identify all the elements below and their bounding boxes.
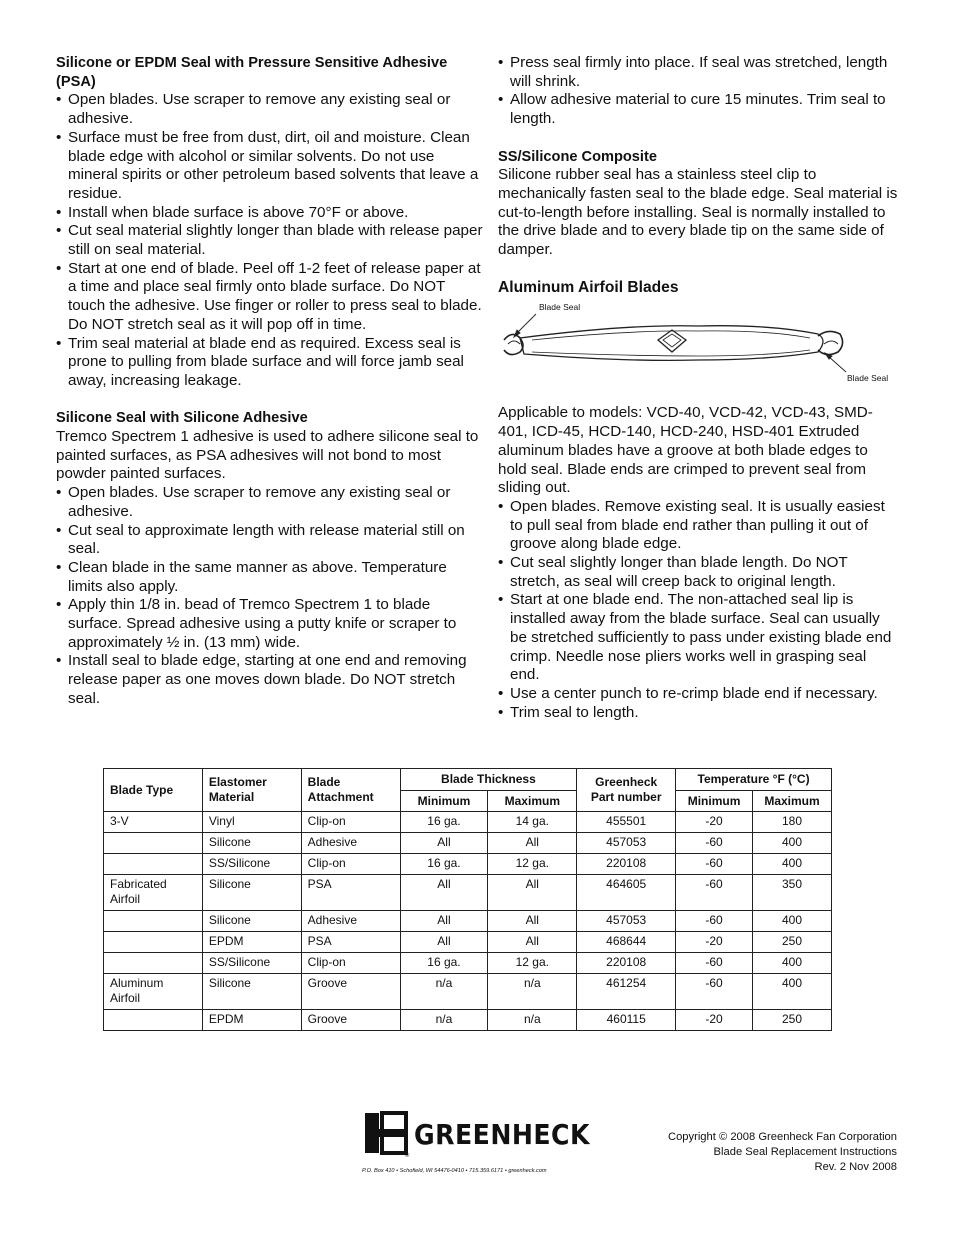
header-blade-thickness: Blade Thickness bbox=[400, 769, 577, 791]
header-thickness-min: Minimum bbox=[400, 791, 488, 812]
cell-elastomer: EPDM bbox=[202, 932, 301, 953]
list-item: • Open blades. Use scraper to remove any existing seal or adhesive. bbox=[56, 484, 484, 521]
table-row bbox=[104, 875, 832, 911]
cell-thickness-max: All bbox=[488, 911, 577, 932]
cell-blade-type bbox=[104, 833, 203, 854]
cell-thickness-max: All bbox=[488, 932, 577, 953]
table-row bbox=[104, 932, 832, 953]
footer-address: P.O. Box 410 • Schofield, WI 54476-0410 • 715.359.6171 • greenheck.com bbox=[362, 1168, 547, 1174]
cell-temp-max: 400 bbox=[753, 953, 832, 974]
ss-silicone-section-title: SS/Silicone Composite bbox=[498, 148, 657, 165]
blade-seal-table bbox=[103, 768, 832, 1031]
cell-thickness-max: All bbox=[488, 833, 577, 854]
cell-thickness-max: 14 ga. bbox=[488, 812, 577, 833]
cell-part-number: 461254 bbox=[577, 974, 676, 1010]
cell-elastomer: Silicone bbox=[202, 911, 301, 932]
cell-elastomer: Silicone bbox=[202, 833, 301, 854]
list-item: • Open blades. Remove existing seal. It is usually easiest to pull seal from blade end rather than pulling it out of groove along blade edge. bbox=[498, 498, 898, 554]
aluminum-airfoil-intro: Applicable to models: VCD-40, VCD-42, VCD-43, SMD-401, ICD-45, HCD-140, HCD-240, HSD-401 Extruded aluminum blades have a groove at both blade edges to hold seal. Blade ends are crimped to prevent seal from sliding out. bbox=[498, 404, 873, 497]
list-item: • Cut seal material slightly longer than blade with release paper still on seal material. bbox=[56, 222, 484, 259]
cell-temp-max: 250 bbox=[753, 1010, 832, 1031]
header-attachment: Blade Attachment bbox=[301, 769, 400, 812]
cell-elastomer: Silicone bbox=[202, 875, 301, 911]
cell-thickness-min: All bbox=[400, 833, 488, 854]
table-row bbox=[104, 911, 832, 932]
list-item: • Cut seal slightly longer than blade length. Do NOT stretch, as seal will creep back to original length. bbox=[498, 554, 898, 591]
list-item: • Start at one end of blade. Peel off 1-2 feet of release paper at a time and place seal firmly onto blade surface. Do NOT touch the adhesive. Use finger or roller to press seal to blade. Do NOT stretch seal as it will pop off in time. bbox=[56, 260, 484, 335]
footer-copyright-block bbox=[668, 1130, 897, 1175]
list-item: • Start at one blade end. The non-attached seal lip is installed away from the blade surface. Seal can usually be stretched sufficiently to pass under existing blade end crimp. Needle nose pliers works well in grasping seal end. bbox=[498, 591, 898, 685]
header-temperature: Temperature °F (°C) bbox=[676, 769, 832, 791]
cell-elastomer: SS/Silicone bbox=[202, 953, 301, 974]
list-item: • Install seal to blade edge, starting at one end and removing release paper as one moves down blade. Do NOT stretch seal. bbox=[56, 652, 484, 708]
document-title: Blade Seal Replacement Instructions bbox=[713, 1146, 897, 1158]
cell-part-number: 457053 bbox=[577, 833, 676, 854]
cell-temp-min: -20 bbox=[676, 1010, 753, 1031]
cell-thickness-min: 16 ga. bbox=[400, 953, 488, 974]
list-item: • Trim seal material at blade end as required. Excess seal is prone to pulling from blade surface and will force jamb seal away, increasing leakage. bbox=[56, 335, 484, 391]
cell-blade-type: Aluminum Airfoil bbox=[104, 974, 203, 1010]
list-item: • Apply thin 1/8 in. bead of Tremco Spectrem 1 to blade surface. Spread adhesive using a putty knife or scraper to approximately ½ in. (13 mm) wide. bbox=[56, 596, 484, 652]
list-item: • Surface must be free from dust, dirt, oil and moisture. Clean blade edge with alcohol or similar solvents. Do not use mineral spirits or other petroleum based solvents that leave a residue. bbox=[56, 129, 484, 204]
list-item: • Cut seal to approximate length with release material still on seal. bbox=[56, 522, 484, 559]
copyright-line: Copyright © 2008 Greenheck Fan Corporation bbox=[667, 1131, 897, 1143]
cell-temp-max: 400 bbox=[753, 974, 832, 1010]
header-elastomer: Elastomer Material bbox=[202, 769, 301, 812]
cell-part-number: 460115 bbox=[577, 1010, 676, 1031]
cell-blade-type bbox=[104, 911, 203, 932]
cell-temp-min: -20 bbox=[676, 812, 753, 833]
cell-blade-type bbox=[104, 953, 203, 974]
cell-thickness-max: 12 ga. bbox=[488, 953, 577, 974]
cell-temp-max: 400 bbox=[753, 911, 832, 932]
silicone-adhesive-intro: Tremco Spectrem 1 adhesive is used to adhere silicone seal to painted surfaces, as PSA adhesives will not bond to most powder painted surfaces. bbox=[56, 428, 479, 483]
aluminum-airfoil-section-title: Aluminum Airfoil Blades bbox=[498, 279, 679, 297]
cell-thickness-min: All bbox=[400, 911, 488, 932]
ss-silicone-body: Silicone rubber seal has a stainless steel clip to mechanically fasten seal to the blade edge. Seal material is cut-to-length before installing. Seal is normally installed to the drive blade and to every blade tip on the same side of damper. bbox=[498, 166, 898, 259]
header-temp-max: Maximum bbox=[753, 791, 832, 812]
cell-part-number: 457053 bbox=[577, 911, 676, 932]
cell-attachment: Adhesive bbox=[301, 833, 400, 854]
cell-temp-max: 180 bbox=[753, 812, 832, 833]
table-row bbox=[104, 1010, 832, 1031]
cell-blade-type bbox=[104, 854, 203, 875]
cell-part-number: 464605 bbox=[577, 875, 676, 911]
greenheck-logo bbox=[362, 1110, 592, 1180]
list-item: • Use a center punch to re-crimp blade end if necessary. bbox=[498, 685, 898, 704]
cell-temp-max: 400 bbox=[753, 833, 832, 854]
header-thickness-max: Maximum bbox=[488, 791, 577, 812]
cell-temp-min: -60 bbox=[676, 974, 753, 1010]
cell-attachment: Clip-on bbox=[301, 854, 400, 875]
cell-temp-max: 250 bbox=[753, 932, 832, 953]
cell-attachment: Clip-on bbox=[301, 953, 400, 974]
logo-wordmark: GREENHECK bbox=[414, 1118, 590, 1151]
greenheck-logo-mark bbox=[362, 1110, 422, 1158]
cell-temp-min: -60 bbox=[676, 854, 753, 875]
blade-seal-label-top: Blade Seal bbox=[539, 302, 581, 313]
airfoil-blade-diagram bbox=[498, 300, 898, 390]
header-blade-type: Blade Type bbox=[104, 769, 203, 812]
cell-temp-min: -20 bbox=[676, 932, 753, 953]
psa-steps-list bbox=[56, 91, 484, 390]
cell-blade-type: 3-V bbox=[104, 812, 203, 833]
cell-thickness-min: All bbox=[400, 875, 488, 911]
table-row bbox=[104, 854, 832, 875]
cell-elastomer: SS/Silicone bbox=[202, 854, 301, 875]
table-row bbox=[104, 812, 832, 833]
revision-line: Rev. 2 Nov 2008 bbox=[814, 1161, 897, 1173]
psa-steps-continued-list bbox=[498, 54, 898, 129]
cell-temp-min: -60 bbox=[676, 875, 753, 911]
cell-thickness-min: 16 ga. bbox=[400, 812, 488, 833]
list-item: • Press seal firmly into place. If seal was stretched, length will shrink. bbox=[498, 54, 898, 91]
table-row bbox=[104, 974, 832, 1010]
cell-thickness-max: 12 ga. bbox=[488, 854, 577, 875]
cell-temp-min: -60 bbox=[676, 953, 753, 974]
table-row bbox=[104, 833, 832, 854]
cell-blade-type bbox=[104, 1010, 203, 1031]
cell-attachment: PSA bbox=[301, 932, 400, 953]
cell-blade-type bbox=[104, 932, 203, 953]
cell-attachment: Adhesive bbox=[301, 911, 400, 932]
list-item: • Open blades. Use scraper to remove any existing seal or adhesive. bbox=[56, 91, 484, 128]
header-part-number: Greenheck Part number bbox=[577, 769, 676, 812]
left-column bbox=[56, 54, 484, 709]
silicone-adhesive-section-title: Silicone Seal with Silicone Adhesive bbox=[56, 410, 308, 427]
cell-blade-type: Fabricated Airfoil bbox=[104, 875, 203, 911]
airfoil-blade-drawing bbox=[498, 300, 898, 390]
table-body bbox=[104, 812, 832, 1031]
cell-thickness-max: n/a bbox=[488, 974, 577, 1010]
psa-section-title: Silicone or EPDM Seal with Pressure Sensitive Adhesive (PSA) bbox=[56, 55, 448, 90]
cell-part-number: 220108 bbox=[577, 854, 676, 875]
cell-attachment: PSA bbox=[301, 875, 400, 911]
header-temp-min: Minimum bbox=[676, 791, 753, 812]
list-item: • Allow adhesive material to cure 15 minutes. Trim seal to length. bbox=[498, 91, 898, 128]
aluminum-airfoil-steps-list bbox=[498, 498, 898, 722]
cell-part-number: 220108 bbox=[577, 953, 676, 974]
cell-elastomer: Vinyl bbox=[202, 812, 301, 833]
cell-attachment: Groove bbox=[301, 1010, 400, 1031]
silicone-adhesive-steps-list bbox=[56, 484, 484, 708]
cell-thickness-min: n/a bbox=[400, 974, 488, 1010]
cell-temp-min: -60 bbox=[676, 911, 753, 932]
table-row bbox=[104, 953, 832, 974]
cell-temp-min: -60 bbox=[676, 833, 753, 854]
cell-thickness-min: All bbox=[400, 932, 488, 953]
cell-temp-max: 400 bbox=[753, 854, 832, 875]
list-item: • Trim seal to length. bbox=[498, 704, 898, 723]
svg-text:®: ® bbox=[404, 1152, 410, 1158]
cell-elastomer: Silicone bbox=[202, 974, 301, 1010]
right-column bbox=[498, 54, 898, 722]
cell-thickness-max: All bbox=[488, 875, 577, 911]
cell-temp-max: 350 bbox=[753, 875, 832, 911]
cell-thickness-min: 16 ga. bbox=[400, 854, 488, 875]
cell-attachment: Groove bbox=[301, 974, 400, 1010]
cell-elastomer: EPDM bbox=[202, 1010, 301, 1031]
cell-part-number: 455501 bbox=[577, 812, 676, 833]
cell-part-number: 468644 bbox=[577, 932, 676, 953]
cell-thickness-min: n/a bbox=[400, 1010, 488, 1031]
cell-thickness-max: n/a bbox=[488, 1010, 577, 1031]
list-item: • Install when blade surface is above 70°F or above. bbox=[56, 204, 484, 223]
blade-seal-label-bottom: Blade Seal bbox=[847, 373, 889, 384]
list-item: • Clean blade in the same manner as above. Temperature limits also apply. bbox=[56, 559, 484, 596]
cell-attachment: Clip-on bbox=[301, 812, 400, 833]
